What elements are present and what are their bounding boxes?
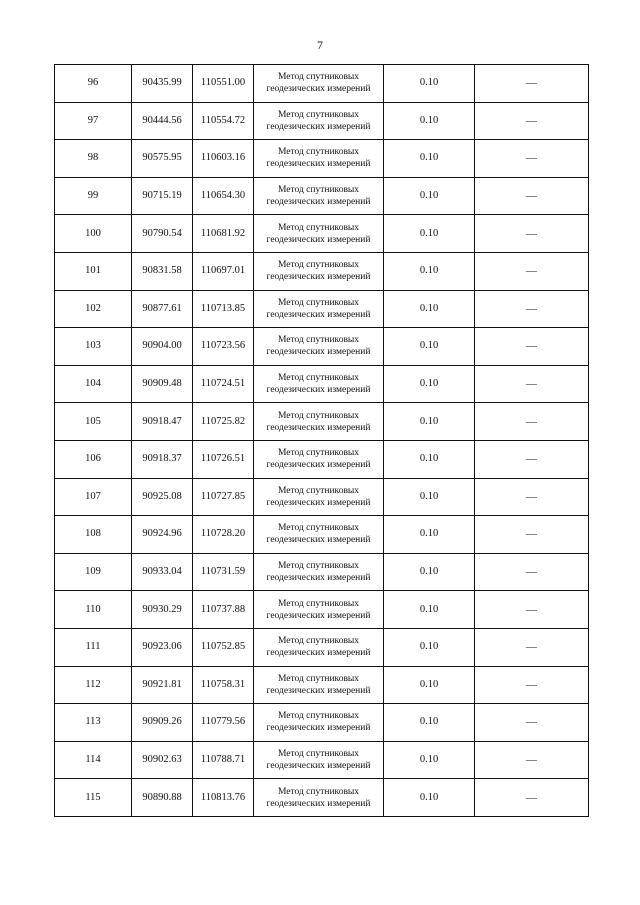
note-cell: — [475, 741, 589, 779]
method-cell [254, 102, 384, 140]
note-cell: — [475, 628, 589, 666]
y-coordinate-cell: 110731.59 [193, 553, 254, 591]
y-coordinate-cell: 110603.16 [193, 140, 254, 178]
x-coordinate-cell: 90933.04 [132, 553, 193, 591]
table-row [55, 140, 589, 178]
point-number-cell: 104 [55, 365, 132, 403]
y-coordinate-cell: 110788.71 [193, 741, 254, 779]
note-cell: — [475, 252, 589, 290]
accuracy-cell: 0.10 [384, 553, 475, 591]
method-line-2: геодезических измерений [266, 309, 371, 320]
method-line-2: геодезических измерений [266, 121, 371, 132]
method-cell [254, 65, 384, 103]
method-line-2: геодезических измерений [266, 685, 371, 696]
method-line-2: геодезических измерений [266, 798, 371, 809]
y-coordinate-cell: 110737.88 [193, 591, 254, 629]
point-number-cell: 103 [55, 328, 132, 366]
point-number-cell: 111 [55, 628, 132, 666]
y-coordinate-cell: 110779.56 [193, 704, 254, 742]
y-coordinate-cell: 110752.85 [193, 628, 254, 666]
coordinates-table [54, 64, 589, 817]
method-line-1: Метод спутниковых [277, 373, 360, 384]
x-coordinate-cell: 90435.99 [132, 65, 193, 103]
method-line-2: геодезических измерений [266, 385, 371, 396]
y-coordinate-cell: 110725.82 [193, 403, 254, 441]
table-row [55, 403, 589, 441]
method-cell [254, 328, 384, 366]
method-line-1: Метод спутниковых [277, 523, 360, 534]
point-number-cell: 106 [55, 440, 132, 478]
note-cell: — [475, 591, 589, 629]
point-number-cell: 100 [55, 215, 132, 253]
method-cell [254, 591, 384, 629]
table-row [55, 252, 589, 290]
method-line-2: геодезических измерений [266, 497, 371, 508]
point-number-cell: 97 [55, 102, 132, 140]
coordinates-table-body [55, 65, 589, 817]
method-cell [254, 628, 384, 666]
accuracy-cell: 0.10 [384, 140, 475, 178]
method-cell [254, 741, 384, 779]
note-cell: — [475, 328, 589, 366]
accuracy-cell: 0.10 [384, 440, 475, 478]
point-number-cell: 114 [55, 741, 132, 779]
method-line-2: геодезических измерений [266, 234, 371, 245]
table-row [55, 666, 589, 704]
method-line-2: геодезических измерений [266, 610, 371, 621]
note-cell: — [475, 440, 589, 478]
y-coordinate-cell: 110551.00 [193, 65, 254, 103]
table-row [55, 328, 589, 366]
method-line-1: Метод спутниковых [277, 222, 360, 233]
y-coordinate-cell: 110726.51 [193, 440, 254, 478]
method-cell [254, 403, 384, 441]
point-number-cell: 108 [55, 516, 132, 554]
note-cell: — [475, 290, 589, 328]
y-coordinate-cell: 110713.85 [193, 290, 254, 328]
point-number-cell: 107 [55, 478, 132, 516]
table-row [55, 177, 589, 215]
point-number-cell: 112 [55, 666, 132, 704]
table-row [55, 704, 589, 742]
point-number-cell: 105 [55, 403, 132, 441]
table-row [55, 365, 589, 403]
x-coordinate-cell: 90921.81 [132, 666, 193, 704]
table-row [55, 553, 589, 591]
table-row [55, 65, 589, 103]
table-row [55, 741, 589, 779]
accuracy-cell: 0.10 [384, 403, 475, 441]
method-line-1: Метод спутниковых [277, 748, 360, 759]
method-cell [254, 478, 384, 516]
method-cell [254, 252, 384, 290]
note-cell: — [475, 516, 589, 554]
x-coordinate-cell: 90715.19 [132, 177, 193, 215]
method-line-1: Метод спутниковых [277, 109, 360, 120]
method-line-1: Метод спутниковых [277, 598, 360, 609]
table-row [55, 591, 589, 629]
y-coordinate-cell: 110723.56 [193, 328, 254, 366]
y-coordinate-cell: 110727.85 [193, 478, 254, 516]
method-cell [254, 290, 384, 328]
y-coordinate-cell: 110813.76 [193, 779, 254, 817]
method-line-1: Метод спутниковых [277, 72, 360, 83]
note-cell: — [475, 102, 589, 140]
method-line-1: Метод спутниковых [277, 185, 360, 196]
point-number-cell: 99 [55, 177, 132, 215]
point-number-cell: 115 [55, 779, 132, 817]
x-coordinate-cell: 90918.37 [132, 440, 193, 478]
note-cell: — [475, 704, 589, 742]
x-coordinate-cell: 90923.06 [132, 628, 193, 666]
x-coordinate-cell: 90904.00 [132, 328, 193, 366]
note-cell: — [475, 215, 589, 253]
table-row [55, 215, 589, 253]
method-cell [254, 140, 384, 178]
note-cell: — [475, 478, 589, 516]
x-coordinate-cell: 90831.58 [132, 252, 193, 290]
accuracy-cell: 0.10 [384, 215, 475, 253]
method-line-2: геодезических измерений [266, 723, 371, 734]
note-cell: — [475, 177, 589, 215]
table-row [55, 779, 589, 817]
note-cell: — [475, 779, 589, 817]
x-coordinate-cell: 90909.48 [132, 365, 193, 403]
page-number: 7 [317, 38, 323, 52]
table-row [55, 102, 589, 140]
accuracy-cell: 0.10 [384, 779, 475, 817]
point-number-cell: 96 [55, 65, 132, 103]
method-line-2: геодезических измерений [266, 760, 371, 771]
x-coordinate-cell: 90575.95 [132, 140, 193, 178]
method-line-1: Метод спутниковых [277, 147, 360, 158]
method-line-1: Метод спутниковых [277, 673, 360, 684]
method-line-1: Метод спутниковых [277, 561, 360, 572]
method-line-1: Метод спутниковых [277, 786, 360, 797]
method-cell [254, 365, 384, 403]
y-coordinate-cell: 110697.01 [193, 252, 254, 290]
table-row [55, 440, 589, 478]
accuracy-cell: 0.10 [384, 290, 475, 328]
accuracy-cell: 0.10 [384, 102, 475, 140]
accuracy-cell: 0.10 [384, 365, 475, 403]
note-cell: — [475, 365, 589, 403]
method-line-1: Метод спутниковых [277, 485, 360, 496]
x-coordinate-cell: 90877.61 [132, 290, 193, 328]
method-line-1: Метод спутниковых [277, 711, 360, 722]
method-line-1: Метод спутниковых [277, 335, 360, 346]
y-coordinate-cell: 110654.30 [193, 177, 254, 215]
method-line-1: Метод спутниковых [277, 297, 360, 308]
method-line-1: Метод спутниковых [277, 636, 360, 647]
x-coordinate-cell: 90902.63 [132, 741, 193, 779]
method-line-2: геодезических измерений [266, 573, 371, 584]
note-cell: — [475, 65, 589, 103]
y-coordinate-cell: 110728.20 [193, 516, 254, 554]
accuracy-cell: 0.10 [384, 741, 475, 779]
x-coordinate-cell: 90925.08 [132, 478, 193, 516]
method-line-2: геодезических измерений [266, 84, 371, 95]
accuracy-cell: 0.10 [384, 478, 475, 516]
method-cell [254, 177, 384, 215]
method-line-2: геодезических измерений [266, 535, 371, 546]
accuracy-cell: 0.10 [384, 704, 475, 742]
method-line-2: геодезических измерений [266, 648, 371, 659]
accuracy-cell: 0.10 [384, 328, 475, 366]
accuracy-cell: 0.10 [384, 252, 475, 290]
y-coordinate-cell: 110758.31 [193, 666, 254, 704]
accuracy-cell: 0.10 [384, 628, 475, 666]
x-coordinate-cell: 90909.26 [132, 704, 193, 742]
y-coordinate-cell: 110554.72 [193, 102, 254, 140]
method-line-2: геодезических измерений [266, 159, 371, 170]
note-cell: — [475, 553, 589, 591]
table-row [55, 516, 589, 554]
x-coordinate-cell: 90444.56 [132, 102, 193, 140]
method-line-1: Метод спутниковых [277, 448, 360, 459]
method-cell [254, 440, 384, 478]
x-coordinate-cell: 90924.96 [132, 516, 193, 554]
point-number-cell: 109 [55, 553, 132, 591]
y-coordinate-cell: 110724.51 [193, 365, 254, 403]
method-cell [254, 666, 384, 704]
point-number-cell: 102 [55, 290, 132, 328]
accuracy-cell: 0.10 [384, 666, 475, 704]
note-cell: — [475, 666, 589, 704]
method-cell [254, 516, 384, 554]
method-line-2: геодезических измерений [266, 272, 371, 283]
y-coordinate-cell: 110681.92 [193, 215, 254, 253]
note-cell: — [475, 403, 589, 441]
x-coordinate-cell: 90930.29 [132, 591, 193, 629]
method-line-1: Метод спутниковых [277, 260, 360, 271]
method-line-2: геодезических измерений [266, 422, 371, 433]
method-line-2: геодезических измерений [266, 347, 371, 358]
method-cell [254, 704, 384, 742]
accuracy-cell: 0.10 [384, 516, 475, 554]
point-number-cell: 98 [55, 140, 132, 178]
x-coordinate-cell: 90890.88 [132, 779, 193, 817]
x-coordinate-cell: 90790.54 [132, 215, 193, 253]
table-row [55, 478, 589, 516]
method-line-2: геодезических измерений [266, 460, 371, 471]
note-cell: — [475, 140, 589, 178]
table-row [55, 290, 589, 328]
point-number-cell: 110 [55, 591, 132, 629]
point-number-cell: 113 [55, 704, 132, 742]
method-line-2: геодезических измерений [266, 197, 371, 208]
x-coordinate-cell: 90918.47 [132, 403, 193, 441]
method-cell [254, 779, 384, 817]
method-cell [254, 215, 384, 253]
method-line-1: Метод спутниковых [277, 410, 360, 421]
accuracy-cell: 0.10 [384, 591, 475, 629]
accuracy-cell: 0.10 [384, 177, 475, 215]
table-row [55, 628, 589, 666]
point-number-cell: 101 [55, 252, 132, 290]
method-cell [254, 553, 384, 591]
accuracy-cell: 0.10 [384, 65, 475, 103]
